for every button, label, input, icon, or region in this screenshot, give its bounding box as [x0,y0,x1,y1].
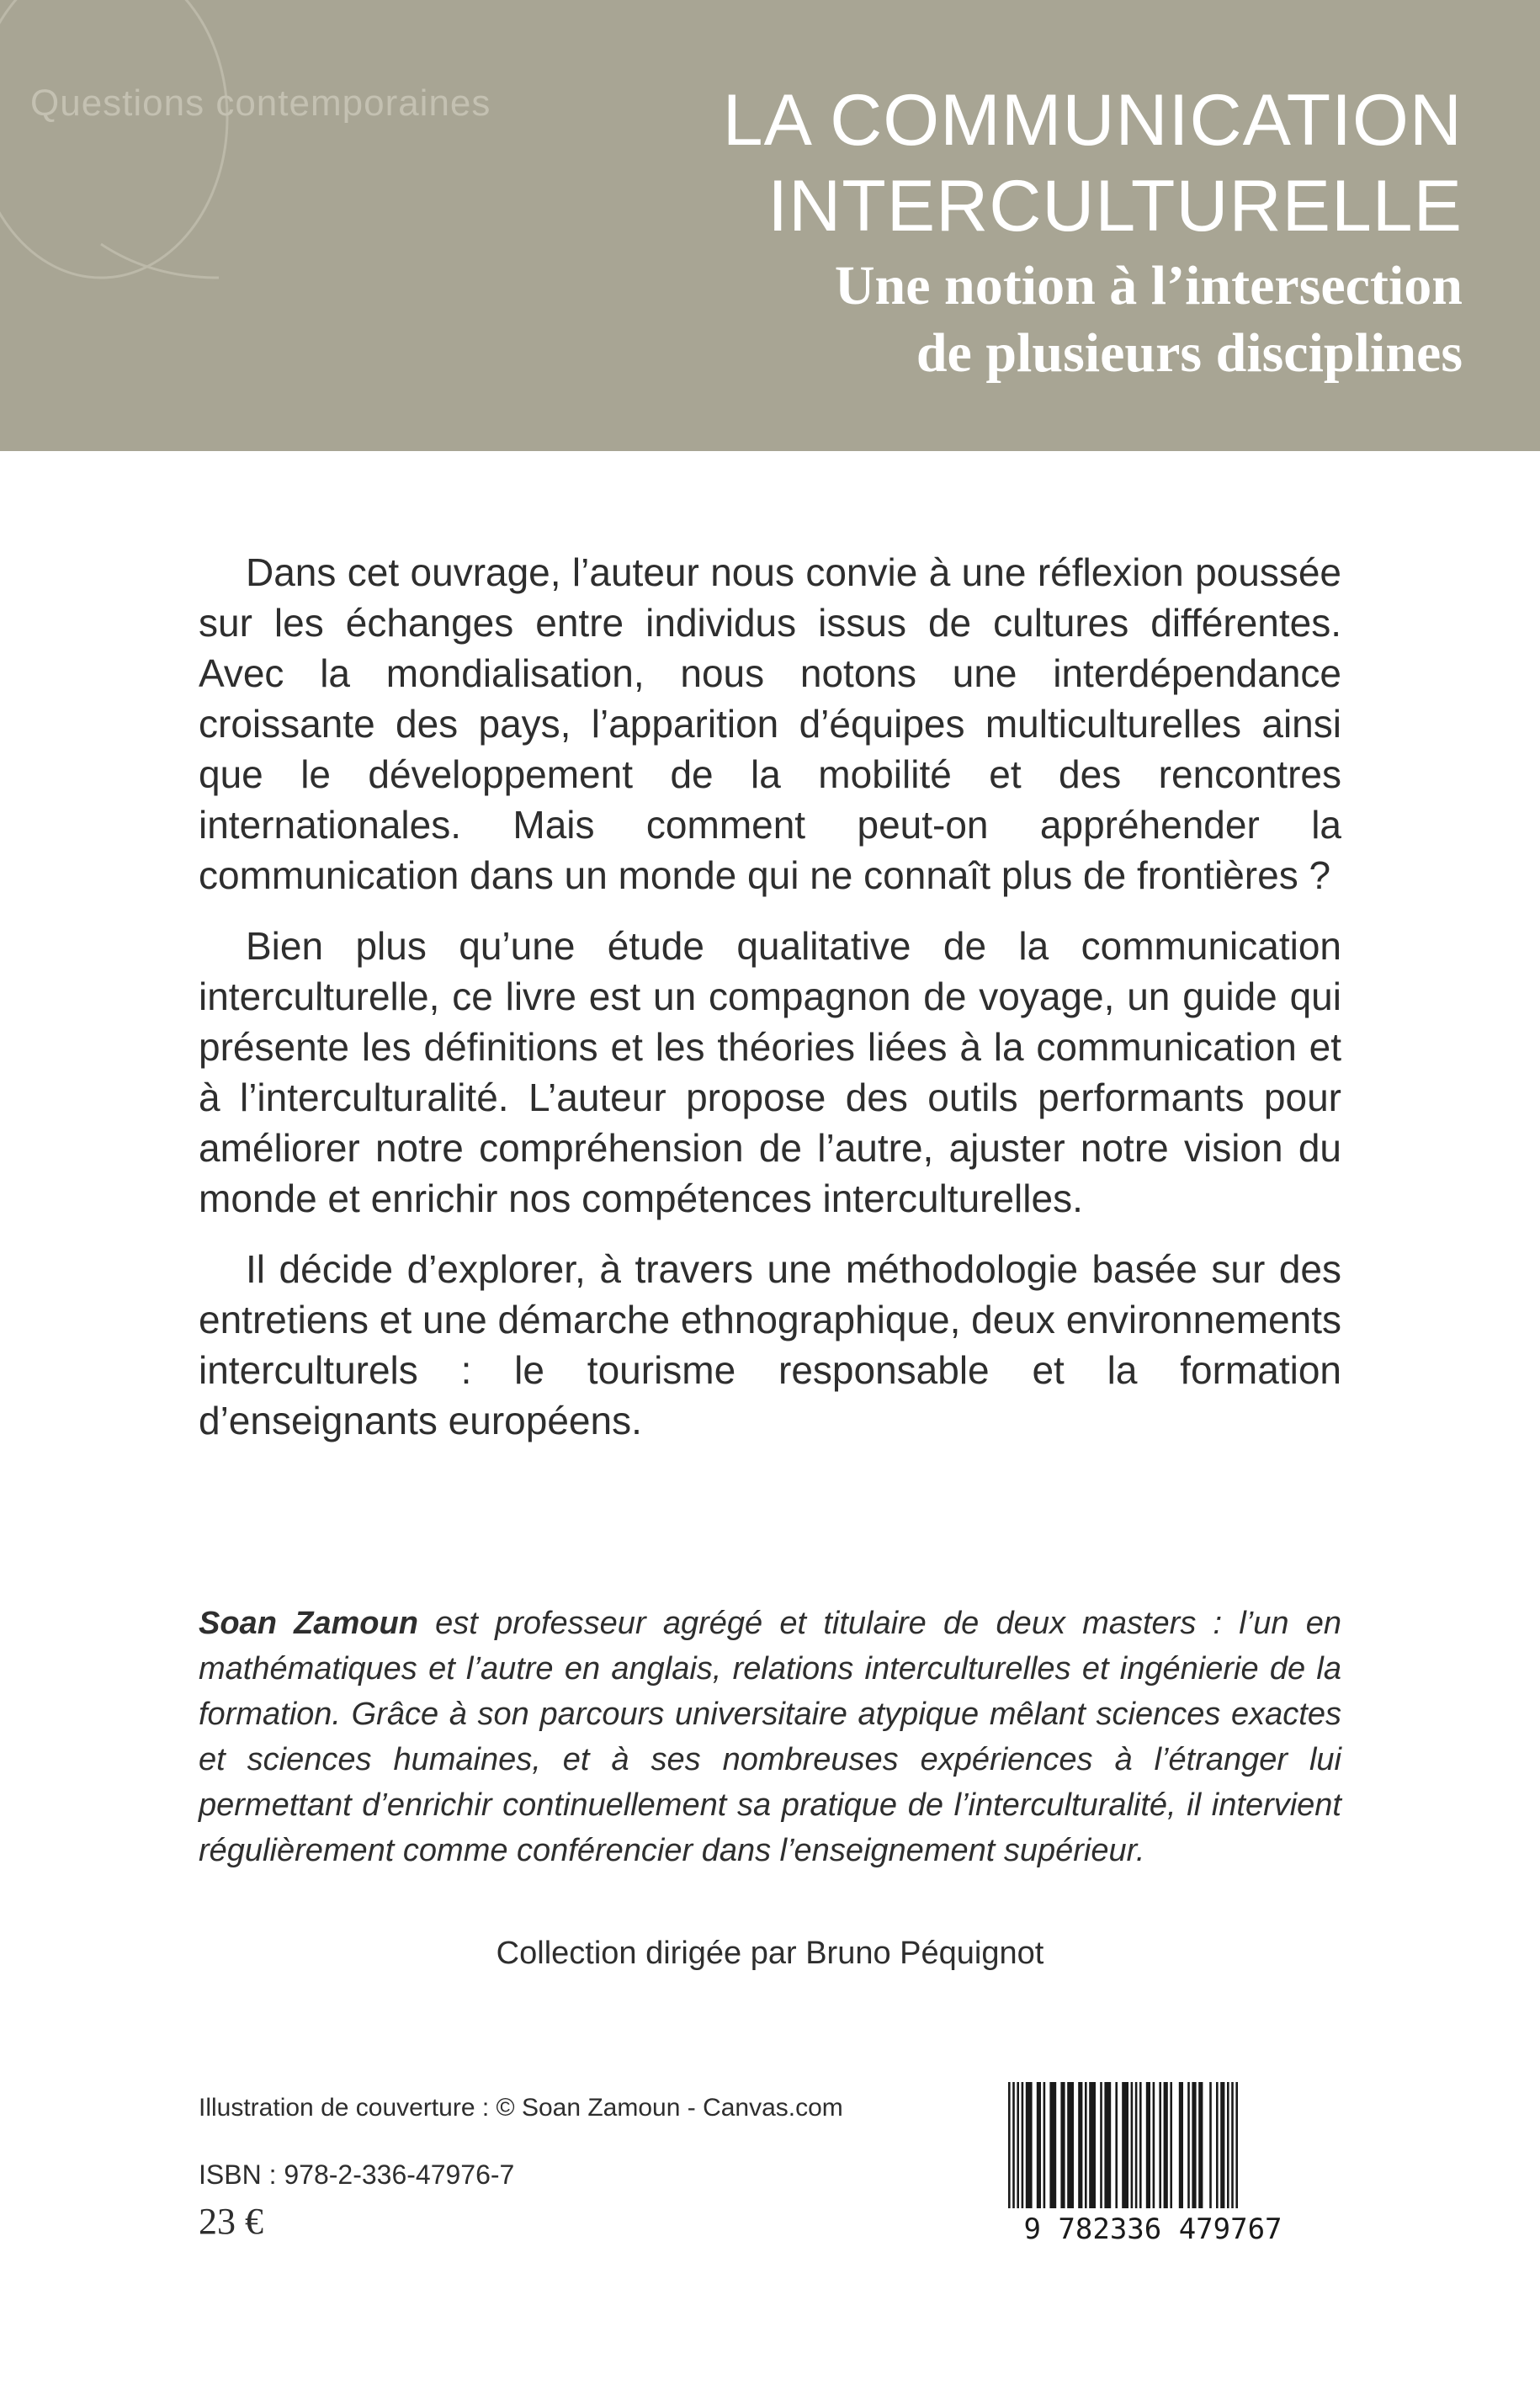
barcode-bar [1067,2082,1074,2208]
author-name: Soan Zamoun [199,1606,418,1641]
summary-paragraph: Bien plus qu’une étude qualitative de la communication interculturelle, ce livre est un compagnon de voyage, un guide qui présente les définitions et les théories liées à la communication et à l’interculturalité. L’auteur propose des outils performants pour améliorer notre compréhension de l’autre, ajuster notre vision du monde et enrichir nos compétences interculturelles. [199,924,1341,1220]
barcode-bar [1135,2082,1138,2208]
summary-paragraph: Il décide d’explorer, à travers une méthodologie basée sur des entretiens et une démarche ethnographique, deux environnements interculturels : le tourisme responsable et la formation d’enseignants européens. [199,1247,1341,1442]
barcode-bar [1104,2082,1111,2208]
isbn: ISBN : 978-2-336-47976-7 [199,2159,515,2190]
barcode-bar [1026,2082,1033,2208]
q-letter-logo-icon [0,0,261,328]
barcode-number: 9 782336 479767 [1023,2212,1282,2245]
barcode-bar [1085,2082,1087,2208]
barcode-bar [1049,2082,1056,2208]
book-subtitle [537,252,1463,387]
barcode-bar [1164,2082,1168,2208]
header-band [0,0,1540,451]
barcode-bar [1078,2082,1082,2208]
barcode-bar [1122,2082,1128,2208]
book-subtitle-line-2: de plusieurs disciplines [916,322,1463,384]
barcode-bar [1159,2082,1161,2208]
series-name: Questions contemporaines [30,82,491,124]
cover-illustration-credit: Illustration de couverture : © Soan Zamoun - Canvas.com [199,2094,843,2122]
barcode-bar [1060,2082,1065,2208]
collection-director: Collection dirigée par Bruno Péquignot [496,1936,1044,1971]
barcode-bar [1187,2082,1190,2208]
summary-paragraph: Dans cet ouvrage, l’auteur nous convie à une réflexion poussée sur les échanges entre individus issus de cultures différentes. Avec la mondialisation, nous notons une interdépendance croissante des pays, l’apparition d’équipes multiculturelles ainsi que le développement de la mobilité et des rencontres internationales. Mais comment peut-on appréhender la communication dans un monde qui ne connaît plus de frontières ? [199,550,1341,897]
barcode-bar [1043,2082,1046,2208]
barcode-bar [1209,2082,1212,2208]
barcode-bar [1220,2082,1224,2208]
barcode-bar [1008,2082,1011,2208]
barcode-bar [1179,2082,1183,2208]
barcode-bar [1153,2082,1155,2208]
back-cover-summary [199,547,1341,1466]
book-title-line-2: INTERCULTURELLE [767,166,1463,247]
barcode-bar [1022,2082,1024,2208]
author-bio-text: est professeur agrégé et titulaire de deux masters : l’un en mathématiques et l’autre en anglais, relations interculturelles et ingénierie de la formation. Grâce à son parcours universitaire atypique mêlant sciences exactes et sciences humaines, et à ses nombreuses expériences à l’étranger lui permettant d’enrichir continuellement sa pratique de l’interculturalité, il intervient régulièrement comme conférencier dans l’enseignement supérieur. [199,1606,1341,1868]
barcode-bar [1170,2082,1172,2208]
barcode-bar [1227,2082,1229,2208]
barcode-bar [1017,2082,1019,2208]
book-title [537,77,1463,249]
barcode-bar [1235,2082,1238,2208]
barcode-bar [1216,2082,1219,2208]
barcode-bar [1012,2082,1015,2208]
barcode-bar [1231,2082,1234,2208]
barcode-bar [1115,2082,1118,2208]
price: 23 € [199,2201,263,2242]
barcode-bar [1037,2082,1041,2208]
barcode-bar [1192,2082,1196,2208]
barcode-bar [1146,2082,1150,2208]
author-bio [199,1601,1341,1873]
barcode-bar [1089,2082,1096,2208]
barcode-bar [1131,2082,1134,2208]
barcode-bar [1139,2082,1142,2208]
barcode-bar [1198,2082,1203,2208]
book-title-line-1: LA COMMUNICATION [722,80,1463,161]
barcode-bar [1100,2082,1102,2208]
book-subtitle-line-1: Une notion à l’intersection [834,255,1463,316]
barcode-icon [985,2077,1321,2245]
